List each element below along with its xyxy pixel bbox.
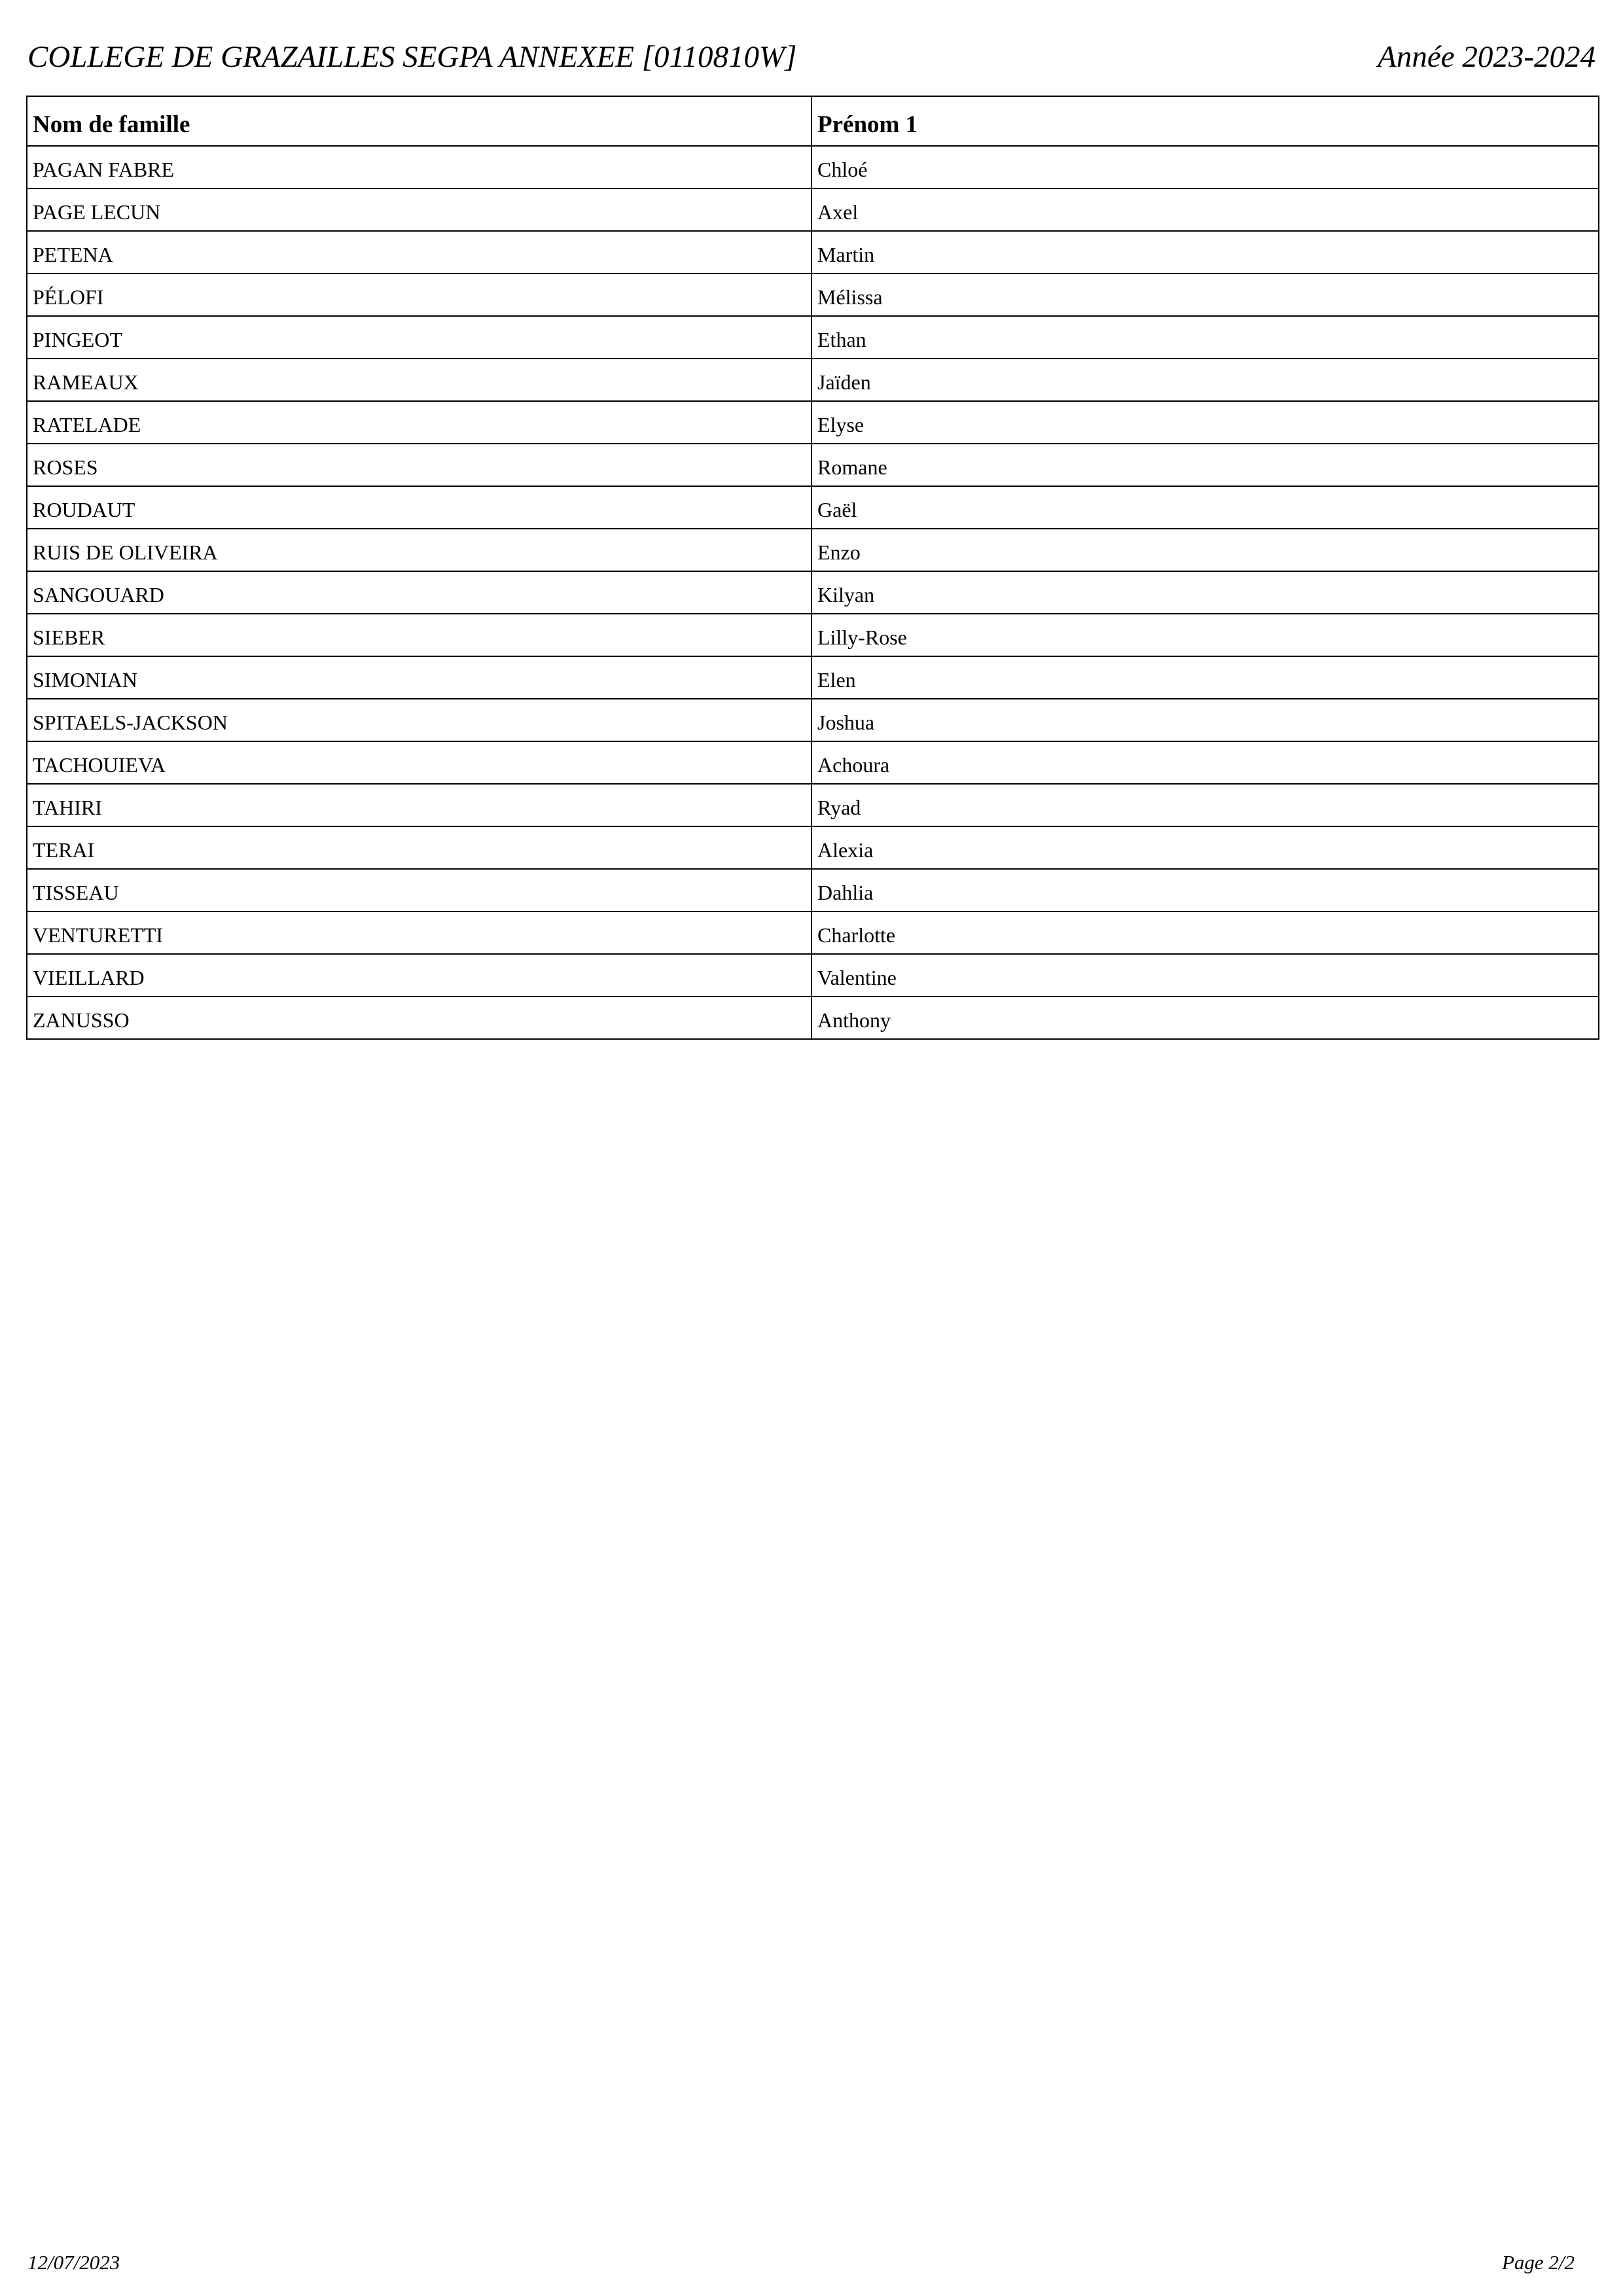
first-name-cell: Achoura — [812, 741, 1599, 784]
table-row — [27, 146, 1599, 188]
students-table — [26, 96, 1599, 1040]
first-name-cell: Elyse — [812, 401, 1599, 444]
column-header-last-name: Nom de famille — [27, 96, 812, 146]
page-footer — [27, 2250, 1596, 2276]
print-date: 12/07/2023 — [27, 2251, 120, 2274]
table-row — [27, 699, 1599, 741]
table-row — [27, 444, 1599, 486]
table-row — [27, 911, 1599, 954]
first-name-cell: Anthony — [812, 997, 1599, 1039]
last-name-cell: RATELADE — [27, 401, 812, 444]
first-name-cell: Axel — [812, 188, 1599, 231]
first-name-cell: Ethan — [812, 316, 1599, 359]
first-name-cell: Mélissa — [812, 274, 1599, 316]
first-name-cell: Gaël — [812, 486, 1599, 529]
table-row — [27, 826, 1599, 869]
first-name-cell: Chloé — [812, 146, 1599, 188]
table-header-row — [27, 96, 1599, 146]
school-year: Année 2023-2024 — [1378, 40, 1596, 74]
table-row — [27, 656, 1599, 699]
last-name-cell: SIEBER — [27, 614, 812, 656]
last-name-cell: TACHOUIEVA — [27, 741, 812, 784]
last-name-cell: TAHIRI — [27, 784, 812, 826]
table-row — [27, 316, 1599, 359]
table-row — [27, 869, 1599, 911]
last-name-cell: VIEILLARD — [27, 954, 812, 997]
last-name-cell: TISSEAU — [27, 869, 812, 911]
table-row — [27, 784, 1599, 826]
table-row — [27, 359, 1599, 401]
table-row — [27, 571, 1599, 614]
first-name-cell: Elen — [812, 656, 1599, 699]
table-row — [27, 741, 1599, 784]
last-name-cell: ZANUSSO — [27, 997, 812, 1039]
first-name-cell: Ryad — [812, 784, 1599, 826]
first-name-cell: Romane — [812, 444, 1599, 486]
table-row — [27, 486, 1599, 529]
table-row — [27, 614, 1599, 656]
first-name-cell: Valentine — [812, 954, 1599, 997]
column-header-first-name: Prénom 1 — [812, 96, 1599, 146]
last-name-cell: SIMONIAN — [27, 656, 812, 699]
table-row — [27, 401, 1599, 444]
last-name-cell: TERAI — [27, 826, 812, 869]
first-name-cell: Jaïden — [812, 359, 1599, 401]
table-row — [27, 274, 1599, 316]
last-name-cell: PETENA — [27, 231, 812, 274]
table-row — [27, 997, 1599, 1039]
last-name-cell: VENTURETTI — [27, 911, 812, 954]
last-name-cell: ROUDAUT — [27, 486, 812, 529]
first-name-cell: Dahlia — [812, 869, 1599, 911]
first-name-cell: Joshua — [812, 699, 1599, 741]
table-row — [27, 954, 1599, 997]
first-name-cell: Martin — [812, 231, 1599, 274]
table-body — [27, 146, 1599, 1039]
table-row — [27, 529, 1599, 571]
page-header — [27, 34, 1596, 80]
last-name-cell: RUIS DE OLIVEIRA — [27, 529, 812, 571]
last-name-cell: PAGE LECUN — [27, 188, 812, 231]
last-name-cell: PAGAN FABRE — [27, 146, 812, 188]
first-name-cell: Kilyan — [812, 571, 1599, 614]
last-name-cell: RAMEAUX — [27, 359, 812, 401]
first-name-cell: Charlotte — [812, 911, 1599, 954]
school-title: COLLEGE DE GRAZAILLES SEGPA ANNEXEE [0110810W] — [27, 40, 797, 74]
table-row — [27, 188, 1599, 231]
first-name-cell: Alexia — [812, 826, 1599, 869]
first-name-cell: Lilly-Rose — [812, 614, 1599, 656]
last-name-cell: ROSES — [27, 444, 812, 486]
last-name-cell: SPITAELS-JACKSON — [27, 699, 812, 741]
last-name-cell: PINGEOT — [27, 316, 812, 359]
last-name-cell: PÉLOFI — [27, 274, 812, 316]
table-row — [27, 231, 1599, 274]
page-number: Page 2/2 — [1501, 2251, 1575, 2274]
first-name-cell: Enzo — [812, 529, 1599, 571]
last-name-cell: SANGOUARD — [27, 571, 812, 614]
